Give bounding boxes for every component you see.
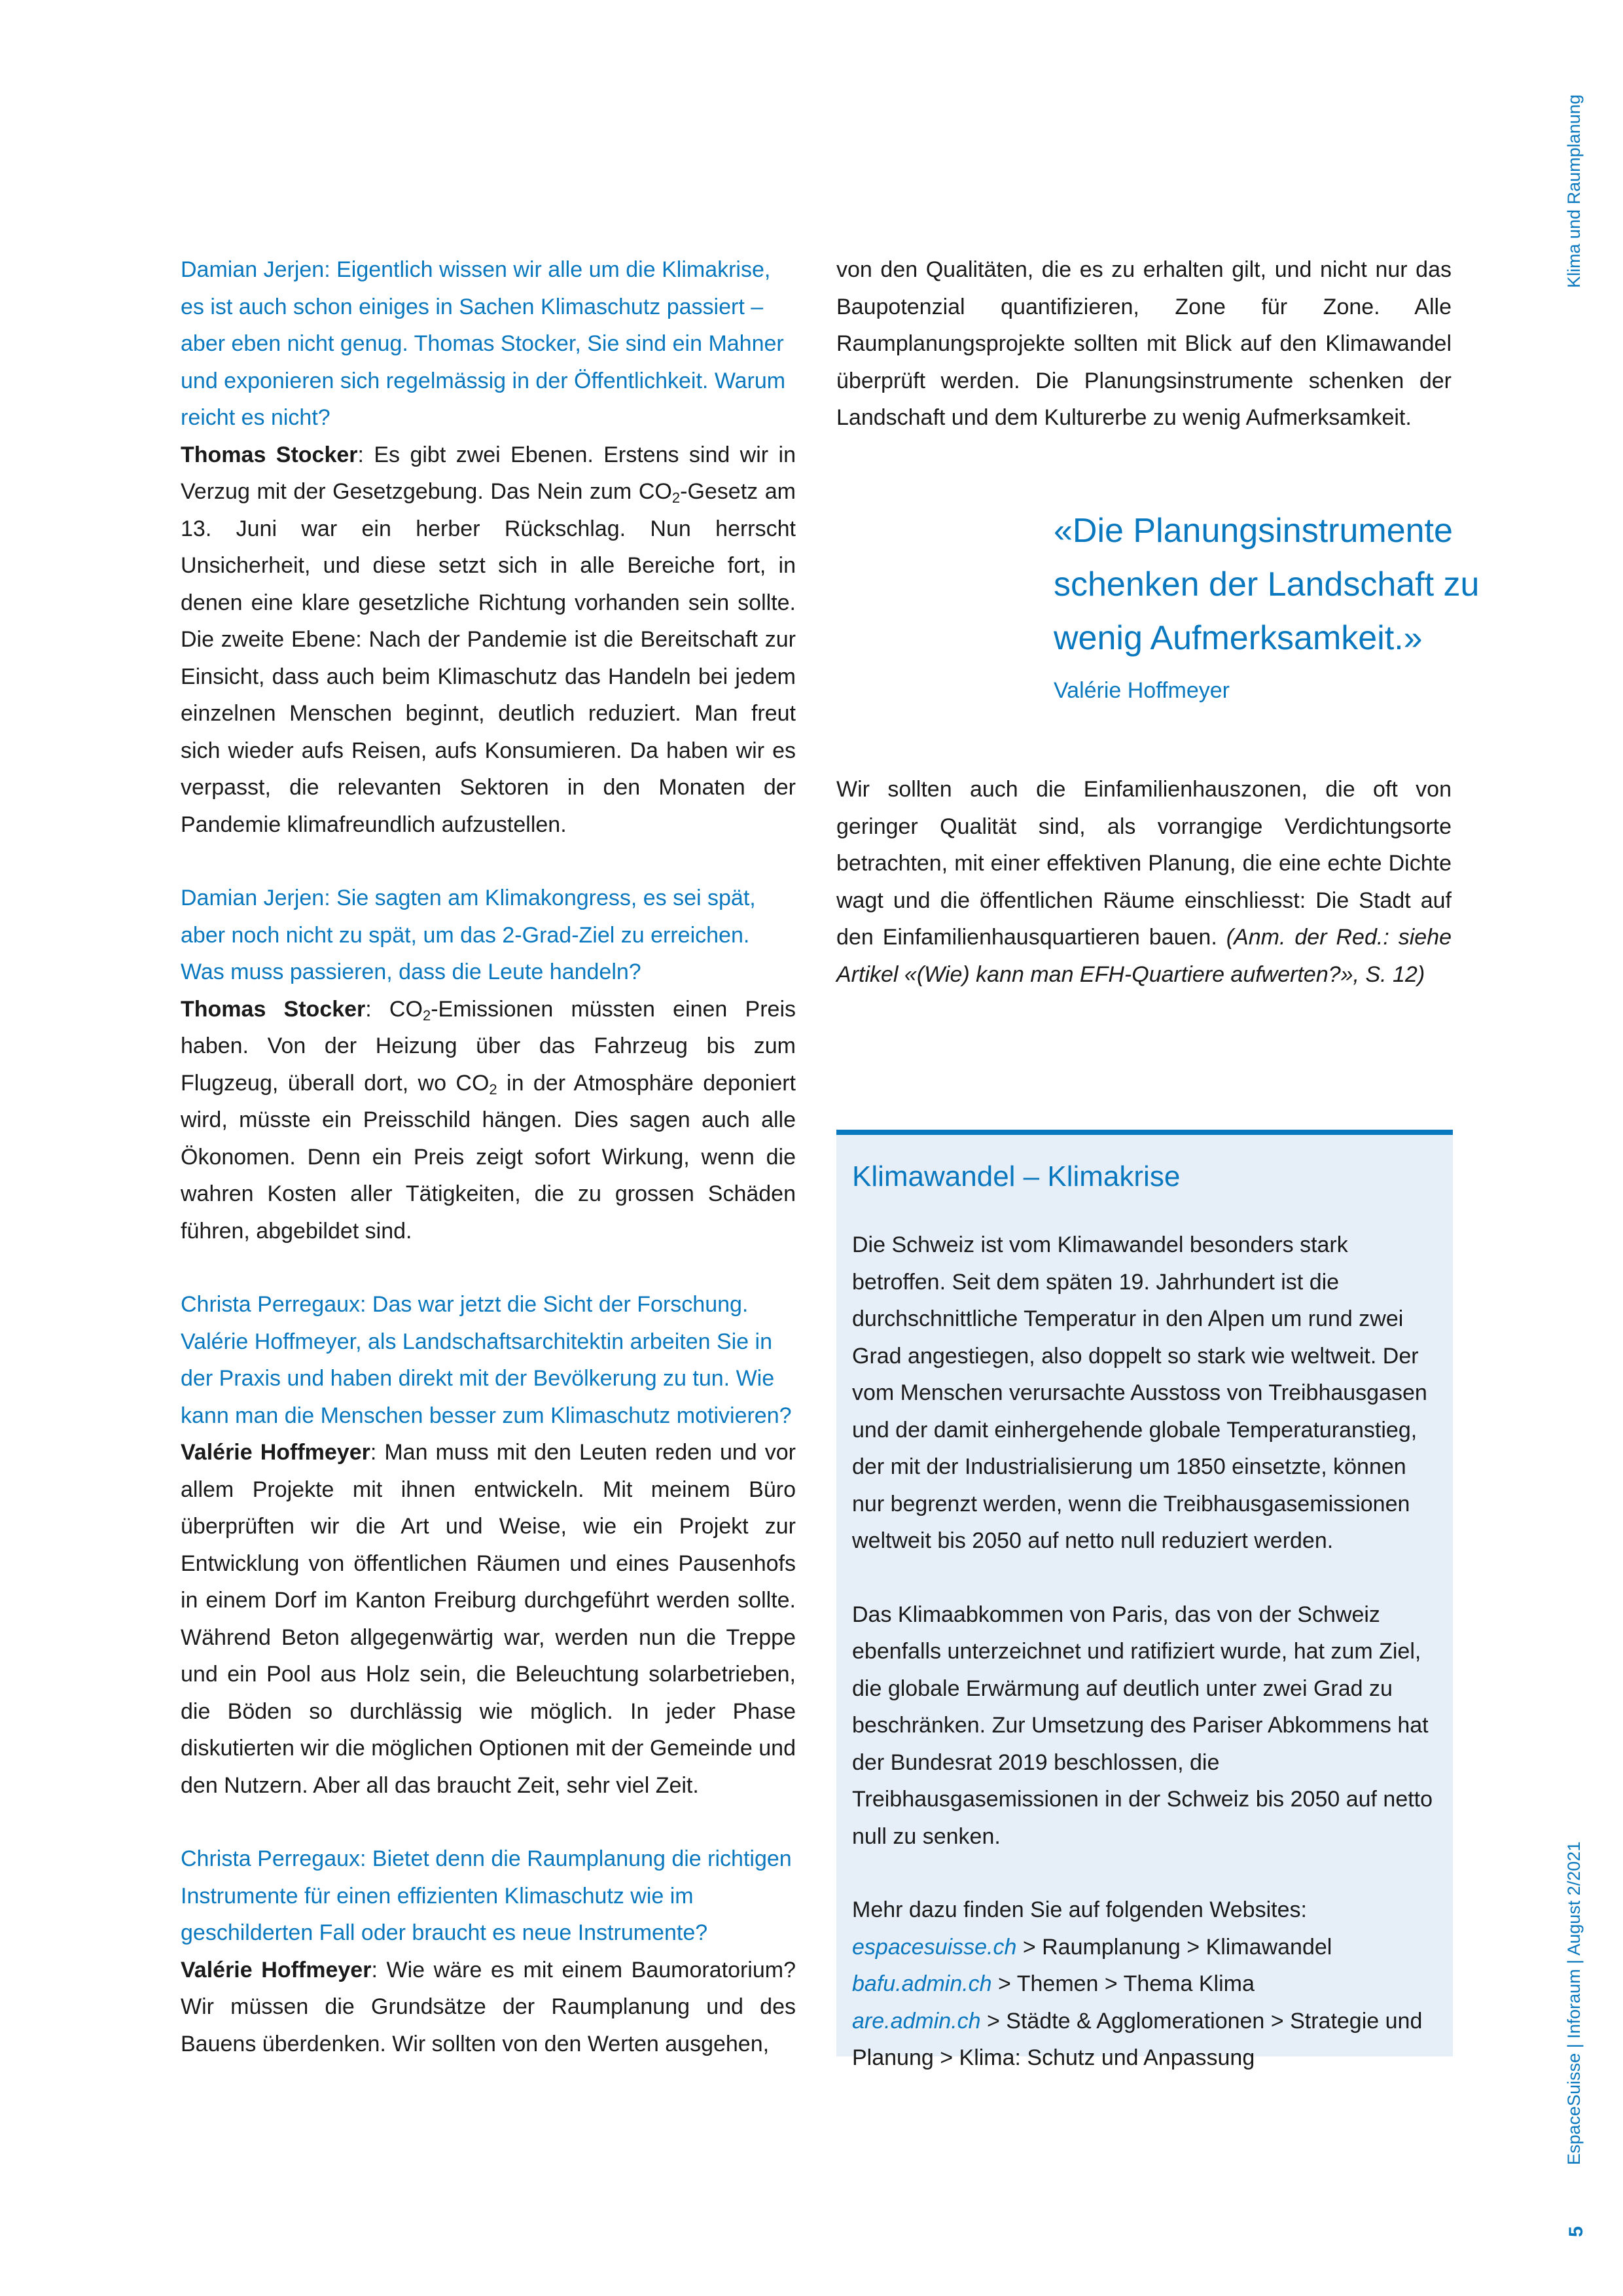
link-path: > Themen > Thema Klima — [991, 1971, 1255, 1996]
interview-answer — [181, 1434, 796, 1804]
info-box-title: Klimawandel – Klimakrise — [852, 1160, 1181, 1193]
answer-text: : CO — [365, 996, 423, 1022]
speaker-name: Valérie Hoffmeyer — [181, 1440, 370, 1465]
speaker-name: Thomas Stocker — [181, 996, 366, 1022]
publication-footer: EspaceSuisse | Inforaum | August 2/2021 — [1564, 1841, 1584, 2165]
pull-quote-text: «Die Planungsinstrumente schenken der Landschaft zu wenig Aufmerksamkeit.» — [1054, 512, 1480, 657]
editor-note: (Anm. der Red.: siehe Artikel «(Wie) kann man EFH-Quartiere aufwerten?», S. 12) — [836, 925, 1452, 987]
interview-answer — [181, 437, 796, 844]
info-box-paragraph: Die Schweiz ist vom Klimawandel besonders stark betroffen. Seit dem späten 19. Jahrhundert ist die durchschnittliche Temperatur in den Alpen um rund zwei Grad angestiegen, also doppelt so stark wie weltweit. Der vom Menschen verursachte Ausstoss von Treibhausgasen und der damit einhergehende globale Temperaturanstieg, der mit der Industrialisierung um 1850 einsetzte, können nur begrenzt werden, wenn die Treibhausgasemissionen weltweit bis 2050 auf netto null reduziert werden. — [852, 1232, 1427, 1553]
body-paragraph: von den Qualitäten, die es zu erhalten gilt, und nicht nur das Baupotenzial quantifizieren, Zone für Zone. Alle Raumplanungsprojekte sollten mit Blick auf den Klimawandel überprüft werden. Die Planungsinstrumente schenken der Landschaft und dem Kulturerbe zu wenig Aufmerksamkeit. — [836, 257, 1452, 430]
right-column-continued — [836, 771, 1452, 993]
subscript: 2 — [489, 1081, 497, 1098]
answer-text: : Man muss mit den Leuten reden und vor allem Projekte mit ihnen entwickeln. Mit meinem Büro überprüften wir die Art und Weise, wie ein Projekt zur Entwicklung von öffentlichen Räumen und eines Pausenhofs in einem Dorf im Kanton Freiburg durchgeführt werden sollte. Während Beton allgegenwärtig war, werden nun die Treppe und ein Pool aus Holz sein, die Beleuchtung solarbetrieben, die Böden so durchlässig wie möglich. In jeder Phase diskutierten wir die möglichen Optionen mit der Gemeinde und den Nutzern. Aber all das braucht Zeit, sehr viel Zeit. — [181, 1440, 796, 1798]
right-column-top — [836, 251, 1452, 437]
body-paragraph — [836, 771, 1452, 993]
interview-answer — [181, 1952, 796, 2063]
info-box-links — [852, 1892, 1437, 2077]
answer-text: -Emissionen müssten einen Preis haben. Von der Heizung über das Fahrzeug bis zum Flugzeug, überall dort, wo CO — [181, 996, 796, 1096]
interview-answer — [181, 991, 796, 1250]
interview-question: Damian Jerjen: Eigentlich wissen wir alle um die Klimakrise, es ist auch schon einiges in Sachen Klimaschutz passiert – aber eben nicht genug. Thomas Stocker, Sie sind ein Mahner und exponieren sich regelmässig in der Öffentlichkeit. Warum reicht es nicht? — [181, 257, 786, 430]
speaker-name: Thomas Stocker — [181, 442, 358, 467]
interview-question: Christa Perregaux: Bietet denn die Raumplanung die richtigen Instrumente für einen effizienten Klimaschutz wie im geschilderten Fall oder braucht es neue Instrumente? — [181, 1846, 792, 1945]
pull-quote — [1054, 504, 1551, 707]
interview-question: Christa Perregaux: Das war jetzt die Sicht der Forschung. Valérie Hoffmeyer, als Landschaftsarchitektin arbeiten Sie in der Praxis und haben direkt mit der Bevölkerung zu tun. Wie kann man die Menschen besser zum Klimaschutz motivieren? — [181, 1292, 792, 1428]
answer-text: in der Atmosphäre deponiert wird, müsste ein Preisschild hängen. Dies sagen auch alle Ökonomen. Denn ein Preis zeigt sofort Wirkung, wenn die wahren Kosten aller Tätigkeiten, die zu grossen Schäden führen, abgebildet sind. — [181, 1070, 796, 1244]
speaker-name: Valérie Hoffmeyer — [181, 1957, 372, 1982]
left-column — [181, 251, 796, 2062]
page-number: 5 — [1565, 2226, 1587, 2237]
subscript: 2 — [671, 490, 681, 506]
link-path: > Städte & Agglomerationen > Strategie und Planung > Klima: Schutz und Anpassung — [852, 2008, 1423, 2070]
interview-question: Damian Jerjen: Sie sagten am Klimakongress, es sei spät, aber noch nicht zu spät, um das 2-Grad-Ziel zu erreichen. Was muss passieren, dass die Leute handeln? — [181, 886, 756, 984]
info-box-paragraph: Das Klimaabkommen von Paris, das von der Schweiz ebenfalls unterzeichnet und ratifiziert wurde, hat zum Ziel, die globale Erwärmung auf deutlich unter zwei Grad zu beschränken. Zur Umsetzung des Pariser Abkommens hat der Bundesrat 2019 beschlossen, die Treibhausgasemissionen in der Schweiz bis 2050 auf netto null zu senken. — [852, 1602, 1433, 1849]
link-are[interactable]: are.admin.ch — [852, 2008, 981, 2034]
answer-text: -Gesetz am 13. Juni war ein herber Rückschlag. Nun herrscht Unsicherheit, und diese setzt sich in alle Bereiche fort, in denen eine klare gesetzliche Richtung vorhanden sein sollte. Die zweite Ebene: Nach der Pandemie ist die Bereitschaft zur Einsicht, dass auch beim Klimaschutz das Handeln bei jedem einzelnen Menschen beginnt, deutlich reduziert. Man freut sich wieder aufs Reisen, aufs Konsumieren. Da haben wir es verpasst, die relevanten Sektoren in den Monaten der Pandemie klimafreundlich aufzustellen. — [181, 479, 796, 837]
links-intro: Mehr dazu finden Sie auf folgenden Websites: — [852, 1897, 1307, 1922]
answer-text: : Es gibt zwei Ebenen. Erstens sind wir in Verzug mit der Gesetzgebung. Das Nein zum CO — [181, 442, 796, 504]
link-path: > Raumplanung > Klimawandel — [1016, 1934, 1332, 1960]
section-label: Klima und Raumplanung — [1564, 94, 1584, 288]
answer-text: : Wie wäre es mit einem Baumoratorium? Wir müssen die Grundsätze der Raumplanung und des Bauens überdenken. Wir sollten von den Werten ausgehen, — [181, 1957, 796, 2056]
link-espacesuisse[interactable]: espacesuisse.ch — [852, 1934, 1017, 1960]
pull-quote-source: Valérie Hoffmeyer — [1054, 678, 1230, 703]
body-text: Wir sollten auch die Einfamilienhauszonen, die oft von geringer Qualität sind, als vorrangige Verdichtungsorte betrachten, mit einer effektiven Planung, die eine echte Dichte wagt und die öffentlichen Räume einschliesst: Die Stadt auf den Einfamilienhausquartieren bauen. — [836, 777, 1452, 950]
link-bafu[interactable]: bafu.admin.ch — [852, 1971, 992, 1996]
subscript: 2 — [422, 1007, 431, 1024]
info-box — [836, 1130, 1453, 2070]
